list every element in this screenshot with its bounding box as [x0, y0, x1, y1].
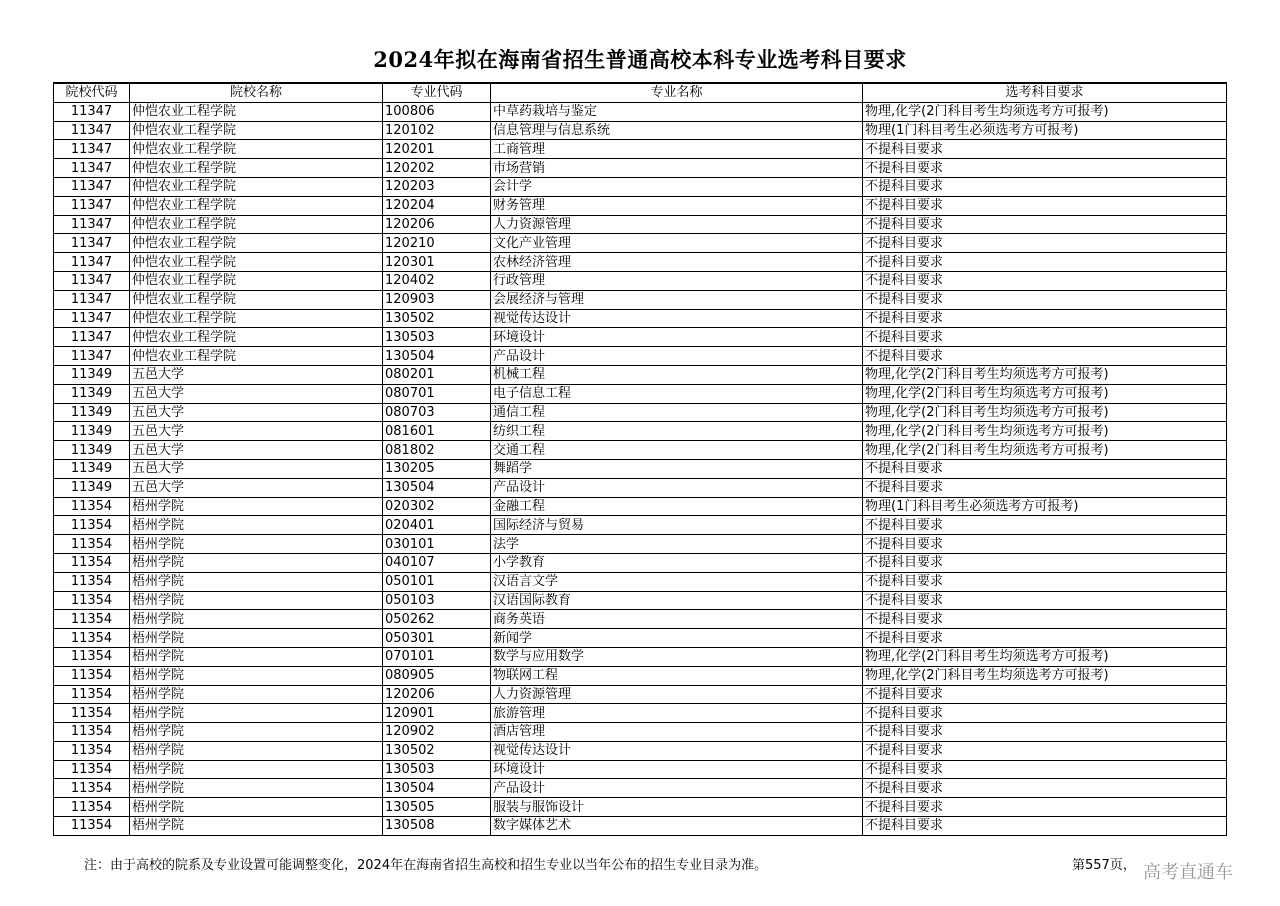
major-code-cell: 130503 — [383, 760, 491, 779]
school-code-cell: 11354 — [54, 629, 130, 648]
subject-requirement-cell: 不提科目要求 — [863, 610, 1227, 629]
table-row — [54, 253, 1227, 272]
header-subject-requirement: 选考科目要求 — [863, 83, 1227, 102]
school-name-cell: 梧州学院 — [130, 817, 383, 836]
major-code-cell: 120402 — [383, 271, 491, 290]
table-row — [54, 478, 1227, 497]
major-code-cell: 130504 — [383, 779, 491, 798]
major-code-cell: 130503 — [383, 328, 491, 347]
school-code-cell: 11347 — [54, 196, 130, 215]
table-row — [54, 760, 1227, 779]
major-code-cell: 050301 — [383, 629, 491, 648]
major-code-cell: 120102 — [383, 121, 491, 140]
major-code-cell: 080701 — [383, 384, 491, 403]
major-name-cell: 人力资源管理 — [491, 215, 863, 234]
school-name-cell: 五邑大学 — [130, 441, 383, 460]
school-name-cell: 仲恺农业工程学院 — [130, 140, 383, 159]
table-row — [54, 403, 1227, 422]
major-code-cell: 070101 — [383, 647, 491, 666]
subject-requirement-cell: 物理,化学(2门科目考生均须选考方可报考) — [863, 384, 1227, 403]
major-name-cell: 文化产业管理 — [491, 234, 863, 253]
school-name-cell: 仲恺农业工程学院 — [130, 102, 383, 121]
school-code-cell: 11349 — [54, 478, 130, 497]
school-code-cell: 11347 — [54, 271, 130, 290]
subject-requirement-cell: 物理(1门科目考生必须选考方可报考) — [863, 497, 1227, 516]
major-name-cell: 工商管理 — [491, 140, 863, 159]
subject-requirement-cell: 物理,化学(2门科目考生均须选考方可报考) — [863, 666, 1227, 685]
subject-requirement-cell: 不提科目要求 — [863, 253, 1227, 272]
table-row — [54, 441, 1227, 460]
school-code-cell: 11354 — [54, 591, 130, 610]
table-row — [54, 610, 1227, 629]
school-name-cell: 仲恺农业工程学院 — [130, 215, 383, 234]
school-name-cell: 梧州学院 — [130, 723, 383, 742]
major-name-cell: 服装与服饰设计 — [491, 798, 863, 817]
subject-requirement-cell: 不提科目要求 — [863, 159, 1227, 178]
table-row — [54, 384, 1227, 403]
table-row — [54, 497, 1227, 516]
major-name-cell: 金融工程 — [491, 497, 863, 516]
table-row — [54, 177, 1227, 196]
major-name-cell: 交通工程 — [491, 441, 863, 460]
subject-requirement-cell: 不提科目要求 — [863, 685, 1227, 704]
subject-requirement-cell: 不提科目要求 — [863, 309, 1227, 328]
school-code-cell: 11349 — [54, 365, 130, 384]
major-code-cell: 120204 — [383, 196, 491, 215]
subject-requirement-cell: 不提科目要求 — [863, 629, 1227, 648]
major-name-cell: 环境设计 — [491, 760, 863, 779]
school-name-cell: 梧州学院 — [130, 760, 383, 779]
major-name-cell: 汉语言文学 — [491, 572, 863, 591]
school-code-cell: 11354 — [54, 741, 130, 760]
table-row — [54, 290, 1227, 309]
table-row — [54, 572, 1227, 591]
school-code-cell: 11347 — [54, 253, 130, 272]
table-row — [54, 629, 1227, 648]
school-code-cell: 11347 — [54, 121, 130, 140]
school-name-cell: 仲恺农业工程学院 — [130, 177, 383, 196]
school-name-cell: 梧州学院 — [130, 779, 383, 798]
school-name-cell: 梧州学院 — [130, 591, 383, 610]
school-code-cell: 11347 — [54, 234, 130, 253]
major-code-cell: 120203 — [383, 177, 491, 196]
table-row — [54, 591, 1227, 610]
school-code-cell: 11347 — [54, 347, 130, 366]
table-row — [54, 516, 1227, 535]
table-row — [54, 535, 1227, 554]
table-row — [54, 704, 1227, 723]
school-name-cell: 五邑大学 — [130, 422, 383, 441]
footnote: 注：由于高校的院系及专业设置可能调整变化，2024年在海南省招生高校和招生专业以当年公布的招生专业目录为准。 — [84, 858, 768, 873]
table-row — [54, 309, 1227, 328]
subject-requirement-cell: 不提科目要求 — [863, 760, 1227, 779]
major-name-cell: 舞蹈学 — [491, 459, 863, 478]
school-name-cell: 梧州学院 — [130, 647, 383, 666]
school-code-cell: 11354 — [54, 760, 130, 779]
school-code-cell: 11354 — [54, 516, 130, 535]
major-name-cell: 纺织工程 — [491, 422, 863, 441]
subject-requirement-cell: 不提科目要求 — [863, 478, 1227, 497]
subject-requirement-cell: 不提科目要求 — [863, 741, 1227, 760]
school-name-cell: 梧州学院 — [130, 516, 383, 535]
table-row — [54, 779, 1227, 798]
major-code-cell: 080703 — [383, 403, 491, 422]
major-code-cell: 130504 — [383, 478, 491, 497]
school-code-cell: 11347 — [54, 309, 130, 328]
table-row — [54, 121, 1227, 140]
major-name-cell: 小学教育 — [491, 553, 863, 572]
major-code-cell: 130205 — [383, 459, 491, 478]
major-name-cell: 法学 — [491, 535, 863, 554]
header-school-code: 院校代码 — [54, 83, 130, 102]
school-name-cell: 梧州学院 — [130, 798, 383, 817]
page-title: 2024年拟在海南省招生普通高校本科专业选考科目要求 — [373, 47, 907, 72]
table-row — [54, 647, 1227, 666]
major-name-cell: 数学与应用数学 — [491, 647, 863, 666]
school-code-cell: 11347 — [54, 102, 130, 121]
subject-requirement-cell: 不提科目要求 — [863, 290, 1227, 309]
school-name-cell: 五邑大学 — [130, 459, 383, 478]
school-name-cell: 五邑大学 — [130, 384, 383, 403]
major-name-cell: 国际经济与贸易 — [491, 516, 863, 535]
subject-requirement-cell: 物理,化学(2门科目考生均须选考方可报考) — [863, 403, 1227, 422]
school-name-cell: 仲恺农业工程学院 — [130, 328, 383, 347]
school-name-cell: 梧州学院 — [130, 629, 383, 648]
table-row — [54, 140, 1227, 159]
subject-requirement-cell: 不提科目要求 — [863, 553, 1227, 572]
major-code-cell: 120202 — [383, 159, 491, 178]
table-row — [54, 234, 1227, 253]
major-name-cell: 会计学 — [491, 177, 863, 196]
major-name-cell: 环境设计 — [491, 328, 863, 347]
school-code-cell: 11354 — [54, 553, 130, 572]
major-code-cell: 120210 — [383, 234, 491, 253]
subject-requirement-cell: 物理(1门科目考生必须选考方可报考) — [863, 121, 1227, 140]
subject-requirement-cell: 不提科目要求 — [863, 347, 1227, 366]
subject-requirement-cell: 物理,化学(2门科目考生均须选考方可报考) — [863, 422, 1227, 441]
subject-requirement-cell: 物理,化学(2门科目考生均须选考方可报考) — [863, 365, 1227, 384]
major-name-cell: 农林经济管理 — [491, 253, 863, 272]
major-name-cell: 电子信息工程 — [491, 384, 863, 403]
table-row — [54, 459, 1227, 478]
school-code-cell: 11349 — [54, 422, 130, 441]
major-code-cell: 020401 — [383, 516, 491, 535]
header-major-name: 专业名称 — [491, 83, 863, 102]
school-code-cell: 11354 — [54, 817, 130, 836]
table-row — [54, 365, 1227, 384]
major-code-cell: 030101 — [383, 535, 491, 554]
school-name-cell: 梧州学院 — [130, 572, 383, 591]
school-name-cell: 五邑大学 — [130, 365, 383, 384]
subject-requirement-cell: 不提科目要求 — [863, 723, 1227, 742]
school-code-cell: 11354 — [54, 704, 130, 723]
table-row — [54, 215, 1227, 234]
major-name-cell: 物联网工程 — [491, 666, 863, 685]
table-row — [54, 271, 1227, 290]
major-name-cell: 旅游管理 — [491, 704, 863, 723]
major-name-cell: 酒店管理 — [491, 723, 863, 742]
major-name-cell: 会展经济与管理 — [491, 290, 863, 309]
major-name-cell: 视觉传达设计 — [491, 309, 863, 328]
school-code-cell: 11349 — [54, 441, 130, 460]
subject-requirement-cell: 不提科目要求 — [863, 817, 1227, 836]
subject-requirement-cell: 不提科目要求 — [863, 196, 1227, 215]
major-code-cell: 130504 — [383, 347, 491, 366]
table-row — [54, 422, 1227, 441]
major-name-cell: 产品设计 — [491, 478, 863, 497]
school-name-cell: 仲恺农业工程学院 — [130, 196, 383, 215]
major-code-cell: 120301 — [383, 253, 491, 272]
school-code-cell: 11354 — [54, 798, 130, 817]
major-name-cell: 产品设计 — [491, 779, 863, 798]
school-code-cell: 11354 — [54, 666, 130, 685]
school-name-cell: 仲恺农业工程学院 — [130, 159, 383, 178]
school-code-cell: 11349 — [54, 403, 130, 422]
school-name-cell: 梧州学院 — [130, 685, 383, 704]
major-code-cell: 120903 — [383, 290, 491, 309]
major-code-cell: 080201 — [383, 365, 491, 384]
school-name-cell: 梧州学院 — [130, 553, 383, 572]
major-code-cell: 050101 — [383, 572, 491, 591]
page-number: 第557页， — [1072, 858, 1136, 873]
school-name-cell: 仲恺农业工程学院 — [130, 290, 383, 309]
major-code-cell: 120902 — [383, 723, 491, 742]
header-major-code: 专业代码 — [383, 83, 491, 102]
table-row — [54, 347, 1227, 366]
major-code-cell: 130505 — [383, 798, 491, 817]
school-code-cell: 11354 — [54, 647, 130, 666]
table-row — [54, 553, 1227, 572]
school-name-cell: 五邑大学 — [130, 478, 383, 497]
watermark: 高考直通车 — [1143, 862, 1233, 883]
subject-requirement-cell: 不提科目要求 — [863, 215, 1227, 234]
school-name-cell: 仲恺农业工程学院 — [130, 121, 383, 140]
subject-requirement-cell: 不提科目要求 — [863, 177, 1227, 196]
major-code-cell: 020302 — [383, 497, 491, 516]
subject-requirement-cell: 不提科目要求 — [863, 798, 1227, 817]
major-code-cell: 130508 — [383, 817, 491, 836]
major-code-cell: 120201 — [383, 140, 491, 159]
major-code-cell: 050103 — [383, 591, 491, 610]
subject-requirement-cell: 不提科目要求 — [863, 234, 1227, 253]
school-name-cell: 梧州学院 — [130, 704, 383, 723]
table-row — [54, 666, 1227, 685]
major-code-cell: 120206 — [383, 215, 491, 234]
major-code-cell: 050262 — [383, 610, 491, 629]
table-row — [54, 159, 1227, 178]
major-code-cell: 081601 — [383, 422, 491, 441]
subject-requirement-cell: 不提科目要求 — [863, 535, 1227, 554]
school-code-cell: 11347 — [54, 159, 130, 178]
table-row — [54, 102, 1227, 121]
school-name-cell: 梧州学院 — [130, 535, 383, 554]
major-code-cell: 120901 — [383, 704, 491, 723]
major-code-cell: 040107 — [383, 553, 491, 572]
school-name-cell: 梧州学院 — [130, 610, 383, 629]
school-code-cell: 11354 — [54, 723, 130, 742]
major-name-cell: 信息管理与信息系统 — [491, 121, 863, 140]
school-name-cell: 仲恺农业工程学院 — [130, 253, 383, 272]
school-code-cell: 11347 — [54, 328, 130, 347]
major-name-cell: 人力资源管理 — [491, 685, 863, 704]
table-row — [54, 817, 1227, 836]
major-name-cell: 机械工程 — [491, 365, 863, 384]
school-code-cell: 11354 — [54, 779, 130, 798]
subject-requirement-cell: 不提科目要求 — [863, 704, 1227, 723]
school-code-cell: 11354 — [54, 610, 130, 629]
subject-requirement-cell: 不提科目要求 — [863, 140, 1227, 159]
major-name-cell: 产品设计 — [491, 347, 863, 366]
table-body — [54, 102, 1227, 835]
school-code-cell: 11347 — [54, 140, 130, 159]
school-code-cell: 11354 — [54, 535, 130, 554]
school-code-cell: 11354 — [54, 572, 130, 591]
school-name-cell: 仲恺农业工程学院 — [130, 309, 383, 328]
school-code-cell: 11347 — [54, 215, 130, 234]
header-school-name: 院校名称 — [130, 83, 383, 102]
major-code-cell: 081802 — [383, 441, 491, 460]
major-code-cell: 100806 — [383, 102, 491, 121]
school-name-cell: 仲恺农业工程学院 — [130, 234, 383, 253]
major-name-cell: 通信工程 — [491, 403, 863, 422]
table-row — [54, 196, 1227, 215]
table-row — [54, 741, 1227, 760]
school-name-cell: 梧州学院 — [130, 497, 383, 516]
school-code-cell: 11347 — [54, 177, 130, 196]
school-code-cell: 11354 — [54, 685, 130, 704]
subject-requirement-cell: 不提科目要求 — [863, 328, 1227, 347]
subject-requirement-cell: 不提科目要求 — [863, 591, 1227, 610]
school-code-cell: 11349 — [54, 459, 130, 478]
subject-requirement-cell: 不提科目要求 — [863, 271, 1227, 290]
table-header-row — [54, 83, 1227, 102]
subject-requirement-cell: 不提科目要求 — [863, 779, 1227, 798]
major-code-cell: 130502 — [383, 741, 491, 760]
major-name-cell: 市场营销 — [491, 159, 863, 178]
subject-requirement-cell: 物理,化学(2门科目考生均须选考方可报考) — [863, 647, 1227, 666]
requirements-table — [53, 82, 1227, 836]
major-name-cell: 新闻学 — [491, 629, 863, 648]
major-name-cell: 数字媒体艺术 — [491, 817, 863, 836]
major-name-cell: 汉语国际教育 — [491, 591, 863, 610]
major-name-cell: 行政管理 — [491, 271, 863, 290]
major-code-cell: 120206 — [383, 685, 491, 704]
major-code-cell: 080905 — [383, 666, 491, 685]
major-name-cell: 中草药栽培与鉴定 — [491, 102, 863, 121]
school-name-cell: 仲恺农业工程学院 — [130, 347, 383, 366]
major-code-cell: 130502 — [383, 309, 491, 328]
school-code-cell: 11349 — [54, 384, 130, 403]
table-row — [54, 328, 1227, 347]
school-name-cell: 梧州学院 — [130, 741, 383, 760]
major-name-cell: 财务管理 — [491, 196, 863, 215]
table-row — [54, 723, 1227, 742]
subject-requirement-cell: 不提科目要求 — [863, 516, 1227, 535]
subject-requirement-cell: 不提科目要求 — [863, 572, 1227, 591]
major-name-cell: 商务英语 — [491, 610, 863, 629]
school-name-cell: 仲恺农业工程学院 — [130, 271, 383, 290]
subject-requirement-cell: 物理,化学(2门科目考生均须选考方可报考) — [863, 102, 1227, 121]
table-row — [54, 798, 1227, 817]
school-code-cell: 11347 — [54, 290, 130, 309]
school-name-cell: 五邑大学 — [130, 403, 383, 422]
subject-requirement-cell: 不提科目要求 — [863, 459, 1227, 478]
table-row — [54, 685, 1227, 704]
school-code-cell: 11354 — [54, 497, 130, 516]
major-name-cell: 视觉传达设计 — [491, 741, 863, 760]
subject-requirement-cell: 物理,化学(2门科目考生均须选考方可报考) — [863, 441, 1227, 460]
school-name-cell: 梧州学院 — [130, 666, 383, 685]
